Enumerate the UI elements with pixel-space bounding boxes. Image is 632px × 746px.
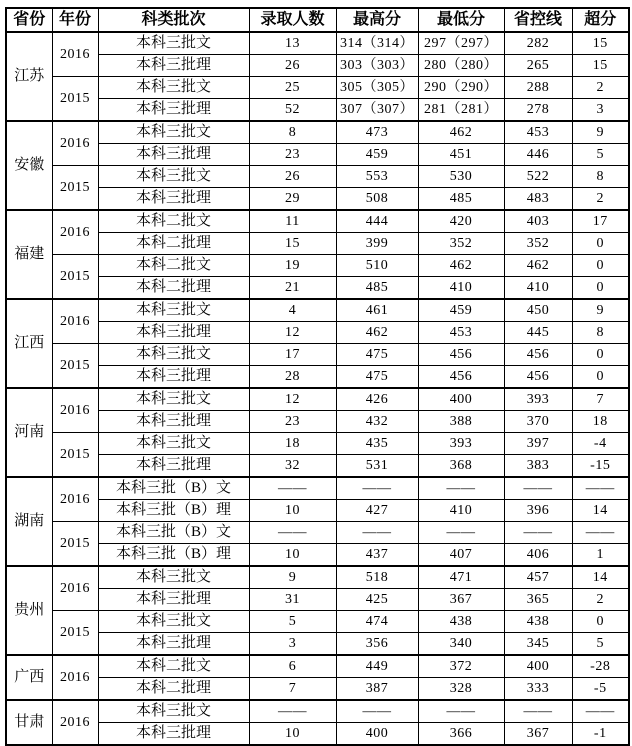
batch-cell: 本科三批文 bbox=[98, 611, 249, 633]
batch-cell: 本科二批文 bbox=[98, 655, 249, 678]
header-row bbox=[6, 8, 629, 32]
max-score-cell: 427 bbox=[336, 500, 418, 522]
admitted-count-cell: 10 bbox=[249, 500, 336, 522]
batch-cell: 本科二批理 bbox=[98, 678, 249, 701]
province-cell: 湖南 bbox=[6, 477, 52, 566]
year-cell: 2016 bbox=[52, 388, 98, 433]
excess-score-cell: 1 bbox=[572, 544, 629, 567]
admitted-count-cell: 17 bbox=[249, 344, 336, 366]
batch-cell: 本科三批理 bbox=[98, 188, 249, 211]
table-row bbox=[6, 32, 629, 55]
batch-cell: 本科三批文 bbox=[98, 32, 249, 55]
table-row bbox=[6, 633, 629, 656]
control-line-cell: 456 bbox=[504, 344, 572, 366]
max-score-cell: 475 bbox=[336, 344, 418, 366]
admitted-count-cell: —— bbox=[249, 477, 336, 500]
table-row bbox=[6, 700, 629, 723]
column-header-7: 超分 bbox=[572, 8, 629, 32]
year-cell: 2015 bbox=[52, 166, 98, 211]
table-row bbox=[6, 55, 629, 77]
admitted-count-cell: 11 bbox=[249, 210, 336, 233]
table-row bbox=[6, 522, 629, 544]
max-score-cell: 461 bbox=[336, 299, 418, 322]
admitted-count-cell: 12 bbox=[249, 322, 336, 344]
control-line-cell: 400 bbox=[504, 655, 572, 678]
province-cell: 福建 bbox=[6, 210, 52, 299]
admitted-count-cell: 10 bbox=[249, 723, 336, 746]
control-line-cell: 352 bbox=[504, 233, 572, 255]
province-cell: 河南 bbox=[6, 388, 52, 477]
excess-score-cell: 5 bbox=[572, 633, 629, 656]
control-line-cell: 288 bbox=[504, 77, 572, 99]
batch-cell: 本科三批（B）理 bbox=[98, 500, 249, 522]
admitted-count-cell: 29 bbox=[249, 188, 336, 211]
max-score-cell: 473 bbox=[336, 121, 418, 144]
control-line-cell: —— bbox=[504, 477, 572, 500]
batch-cell: 本科三批（B）文 bbox=[98, 477, 249, 500]
control-line-cell: 446 bbox=[504, 144, 572, 166]
max-score-cell: 435 bbox=[336, 433, 418, 455]
table-row bbox=[6, 277, 629, 300]
min-score-cell: 485 bbox=[418, 188, 504, 211]
excess-score-cell: 0 bbox=[572, 233, 629, 255]
table-row bbox=[6, 477, 629, 500]
table-row bbox=[6, 166, 629, 188]
max-score-cell: 426 bbox=[336, 388, 418, 411]
excess-score-cell: -1 bbox=[572, 723, 629, 746]
admitted-count-cell: 21 bbox=[249, 277, 336, 300]
province-cell: 安徽 bbox=[6, 121, 52, 210]
max-score-cell: 508 bbox=[336, 188, 418, 211]
admitted-count-cell: —— bbox=[249, 700, 336, 723]
max-score-cell: 314（314） bbox=[336, 32, 418, 55]
year-cell: 2016 bbox=[52, 299, 98, 344]
min-score-cell: 530 bbox=[418, 166, 504, 188]
min-score-cell: 372 bbox=[418, 655, 504, 678]
min-score-cell: 462 bbox=[418, 121, 504, 144]
min-score-cell: 328 bbox=[418, 678, 504, 701]
excess-score-cell: —— bbox=[572, 522, 629, 544]
table-row bbox=[6, 99, 629, 122]
max-score-cell: 462 bbox=[336, 322, 418, 344]
batch-cell: 本科三批文 bbox=[98, 388, 249, 411]
control-line-cell: —— bbox=[504, 700, 572, 723]
batch-cell: 本科三批理 bbox=[98, 589, 249, 611]
max-score-cell: 449 bbox=[336, 655, 418, 678]
year-cell: 2016 bbox=[52, 32, 98, 77]
control-line-cell: 453 bbox=[504, 121, 572, 144]
excess-score-cell: 0 bbox=[572, 366, 629, 389]
admitted-count-cell: 31 bbox=[249, 589, 336, 611]
admitted-count-cell: 15 bbox=[249, 233, 336, 255]
excess-score-cell: 2 bbox=[572, 188, 629, 211]
min-score-cell: 281（281） bbox=[418, 99, 504, 122]
min-score-cell: —— bbox=[418, 700, 504, 723]
max-score-cell: 399 bbox=[336, 233, 418, 255]
excess-score-cell: -4 bbox=[572, 433, 629, 455]
admitted-count-cell: 26 bbox=[249, 166, 336, 188]
province-cell: 江苏 bbox=[6, 32, 52, 121]
excess-score-cell: -15 bbox=[572, 455, 629, 478]
table-row bbox=[6, 255, 629, 277]
min-score-cell: 451 bbox=[418, 144, 504, 166]
min-score-cell: 407 bbox=[418, 544, 504, 567]
max-score-cell: 432 bbox=[336, 411, 418, 433]
excess-score-cell: -5 bbox=[572, 678, 629, 701]
excess-score-cell: 9 bbox=[572, 121, 629, 144]
max-score-cell: 444 bbox=[336, 210, 418, 233]
max-score-cell: 425 bbox=[336, 589, 418, 611]
excess-score-cell: 8 bbox=[572, 166, 629, 188]
excess-score-cell: 0 bbox=[572, 255, 629, 277]
excess-score-cell: 2 bbox=[572, 589, 629, 611]
control-line-cell: 445 bbox=[504, 322, 572, 344]
excess-score-cell: 0 bbox=[572, 344, 629, 366]
min-score-cell: 410 bbox=[418, 277, 504, 300]
control-line-cell: 282 bbox=[504, 32, 572, 55]
min-score-cell: 290（290） bbox=[418, 77, 504, 99]
table-row bbox=[6, 121, 629, 144]
min-score-cell: 400 bbox=[418, 388, 504, 411]
max-score-cell: 356 bbox=[336, 633, 418, 656]
year-cell: 2015 bbox=[52, 611, 98, 656]
control-line-cell: 522 bbox=[504, 166, 572, 188]
max-score-cell: 475 bbox=[336, 366, 418, 389]
province-cell: 甘肃 bbox=[6, 700, 52, 745]
min-score-cell: 367 bbox=[418, 589, 504, 611]
excess-score-cell: 17 bbox=[572, 210, 629, 233]
excess-score-cell: 9 bbox=[572, 299, 629, 322]
table-row bbox=[6, 233, 629, 255]
min-score-cell: 393 bbox=[418, 433, 504, 455]
batch-cell: 本科三批文 bbox=[98, 344, 249, 366]
table-row bbox=[6, 144, 629, 166]
table-row bbox=[6, 723, 629, 746]
admitted-count-cell: 7 bbox=[249, 678, 336, 701]
control-line-cell: 457 bbox=[504, 566, 572, 589]
column-header-4: 最高分 bbox=[336, 8, 418, 32]
batch-cell: 本科三批文 bbox=[98, 299, 249, 322]
control-line-cell: 396 bbox=[504, 500, 572, 522]
control-line-cell: 265 bbox=[504, 55, 572, 77]
control-line-cell: 403 bbox=[504, 210, 572, 233]
batch-cell: 本科三批理 bbox=[98, 144, 249, 166]
province-cell: 广西 bbox=[6, 655, 52, 700]
min-score-cell: 456 bbox=[418, 344, 504, 366]
batch-cell: 本科二批理 bbox=[98, 277, 249, 300]
max-score-cell: 307（307） bbox=[336, 99, 418, 122]
batch-cell: 本科三批文 bbox=[98, 566, 249, 589]
column-header-1: 年份 bbox=[52, 8, 98, 32]
year-cell: 2016 bbox=[52, 655, 98, 700]
excess-score-cell: 3 bbox=[572, 99, 629, 122]
batch-cell: 本科三批（B）理 bbox=[98, 544, 249, 567]
column-header-5: 最低分 bbox=[418, 8, 504, 32]
admitted-count-cell: 6 bbox=[249, 655, 336, 678]
year-cell: 2015 bbox=[52, 255, 98, 300]
excess-score-cell: —— bbox=[572, 477, 629, 500]
excess-score-cell: 2 bbox=[572, 77, 629, 99]
admitted-count-cell: 5 bbox=[249, 611, 336, 633]
batch-cell: 本科三批理 bbox=[98, 55, 249, 77]
min-score-cell: 368 bbox=[418, 455, 504, 478]
excess-score-cell: 14 bbox=[572, 566, 629, 589]
min-score-cell: 340 bbox=[418, 633, 504, 656]
year-cell: 2015 bbox=[52, 433, 98, 478]
batch-cell: 本科三批理 bbox=[98, 723, 249, 746]
excess-score-cell: 0 bbox=[572, 277, 629, 300]
batch-cell: 本科三批理 bbox=[98, 366, 249, 389]
admission-scores-table-container bbox=[5, 7, 630, 746]
table-row bbox=[6, 566, 629, 589]
table-row bbox=[6, 322, 629, 344]
table-row bbox=[6, 344, 629, 366]
table-row bbox=[6, 611, 629, 633]
table-row bbox=[6, 433, 629, 455]
control-line-cell: 397 bbox=[504, 433, 572, 455]
batch-cell: 本科二批文 bbox=[98, 255, 249, 277]
max-score-cell: 510 bbox=[336, 255, 418, 277]
admitted-count-cell: 3 bbox=[249, 633, 336, 656]
excess-score-cell: 15 bbox=[572, 55, 629, 77]
table-row bbox=[6, 77, 629, 99]
batch-cell: 本科三批文 bbox=[98, 166, 249, 188]
admitted-count-cell: 4 bbox=[249, 299, 336, 322]
max-score-cell: 553 bbox=[336, 166, 418, 188]
column-header-0: 省份 bbox=[6, 8, 52, 32]
control-line-cell: 365 bbox=[504, 589, 572, 611]
admitted-count-cell: 10 bbox=[249, 544, 336, 567]
max-score-cell: 531 bbox=[336, 455, 418, 478]
year-cell: 2015 bbox=[52, 344, 98, 389]
max-score-cell: 459 bbox=[336, 144, 418, 166]
control-line-cell: 438 bbox=[504, 611, 572, 633]
min-score-cell: —— bbox=[418, 477, 504, 500]
min-score-cell: 352 bbox=[418, 233, 504, 255]
excess-score-cell: 0 bbox=[572, 611, 629, 633]
excess-score-cell: 18 bbox=[572, 411, 629, 433]
min-score-cell: 280（280） bbox=[418, 55, 504, 77]
batch-cell: 本科二批理 bbox=[98, 233, 249, 255]
control-line-cell: 383 bbox=[504, 455, 572, 478]
table-body bbox=[6, 32, 629, 745]
max-score-cell: 485 bbox=[336, 277, 418, 300]
table-row bbox=[6, 589, 629, 611]
excess-score-cell: 7 bbox=[572, 388, 629, 411]
admitted-count-cell: 26 bbox=[249, 55, 336, 77]
control-line-cell: 483 bbox=[504, 188, 572, 211]
excess-score-cell: 5 bbox=[572, 144, 629, 166]
year-cell: 2016 bbox=[52, 121, 98, 166]
max-score-cell: 387 bbox=[336, 678, 418, 701]
control-line-cell: 345 bbox=[504, 633, 572, 656]
control-line-cell: 462 bbox=[504, 255, 572, 277]
batch-cell: 本科三批文 bbox=[98, 121, 249, 144]
province-cell: 江西 bbox=[6, 299, 52, 388]
min-score-cell: 456 bbox=[418, 366, 504, 389]
control-line-cell: 393 bbox=[504, 388, 572, 411]
table-row bbox=[6, 455, 629, 478]
admission-scores-table bbox=[5, 7, 630, 746]
max-score-cell: 474 bbox=[336, 611, 418, 633]
admitted-count-cell: 23 bbox=[249, 411, 336, 433]
min-score-cell: —— bbox=[418, 522, 504, 544]
max-score-cell: —— bbox=[336, 477, 418, 500]
column-header-3: 录取人数 bbox=[249, 8, 336, 32]
min-score-cell: 438 bbox=[418, 611, 504, 633]
table-row bbox=[6, 544, 629, 567]
admitted-count-cell: 13 bbox=[249, 32, 336, 55]
batch-cell: 本科三批理 bbox=[98, 411, 249, 433]
control-line-cell: 456 bbox=[504, 366, 572, 389]
batch-cell: 本科三批（B）文 bbox=[98, 522, 249, 544]
control-line-cell: 367 bbox=[504, 723, 572, 746]
max-score-cell: —— bbox=[336, 700, 418, 723]
excess-score-cell: —— bbox=[572, 700, 629, 723]
admitted-count-cell: 28 bbox=[249, 366, 336, 389]
table-row bbox=[6, 366, 629, 389]
admitted-count-cell: 23 bbox=[249, 144, 336, 166]
province-cell: 贵州 bbox=[6, 566, 52, 655]
min-score-cell: 388 bbox=[418, 411, 504, 433]
max-score-cell: 303（303） bbox=[336, 55, 418, 77]
table-row bbox=[6, 188, 629, 211]
control-line-cell: 406 bbox=[504, 544, 572, 567]
table-row bbox=[6, 388, 629, 411]
excess-score-cell: -28 bbox=[572, 655, 629, 678]
admitted-count-cell: 9 bbox=[249, 566, 336, 589]
min-score-cell: 459 bbox=[418, 299, 504, 322]
control-line-cell: 450 bbox=[504, 299, 572, 322]
year-cell: 2016 bbox=[52, 700, 98, 745]
control-line-cell: 410 bbox=[504, 277, 572, 300]
table-row bbox=[6, 411, 629, 433]
excess-score-cell: 14 bbox=[572, 500, 629, 522]
admitted-count-cell: —— bbox=[249, 522, 336, 544]
admitted-count-cell: 52 bbox=[249, 99, 336, 122]
year-cell: 2016 bbox=[52, 210, 98, 255]
min-score-cell: 410 bbox=[418, 500, 504, 522]
excess-score-cell: 15 bbox=[572, 32, 629, 55]
batch-cell: 本科三批文 bbox=[98, 700, 249, 723]
year-cell: 2015 bbox=[52, 522, 98, 567]
excess-score-cell: 8 bbox=[572, 322, 629, 344]
min-score-cell: 471 bbox=[418, 566, 504, 589]
min-score-cell: 297（297） bbox=[418, 32, 504, 55]
admitted-count-cell: 12 bbox=[249, 388, 336, 411]
control-line-cell: —— bbox=[504, 522, 572, 544]
year-cell: 2015 bbox=[52, 77, 98, 122]
admitted-count-cell: 18 bbox=[249, 433, 336, 455]
min-score-cell: 462 bbox=[418, 255, 504, 277]
batch-cell: 本科三批理 bbox=[98, 99, 249, 122]
table-row bbox=[6, 299, 629, 322]
min-score-cell: 453 bbox=[418, 322, 504, 344]
control-line-cell: 370 bbox=[504, 411, 572, 433]
table-row bbox=[6, 500, 629, 522]
table-row bbox=[6, 210, 629, 233]
table-row bbox=[6, 655, 629, 678]
table-row bbox=[6, 678, 629, 701]
max-score-cell: 400 bbox=[336, 723, 418, 746]
admitted-count-cell: 19 bbox=[249, 255, 336, 277]
year-cell: 2016 bbox=[52, 566, 98, 611]
batch-cell: 本科三批理 bbox=[98, 455, 249, 478]
admitted-count-cell: 25 bbox=[249, 77, 336, 99]
year-cell: 2016 bbox=[52, 477, 98, 522]
batch-cell: 本科三批文 bbox=[98, 77, 249, 99]
max-score-cell: —— bbox=[336, 522, 418, 544]
max-score-cell: 518 bbox=[336, 566, 418, 589]
min-score-cell: 366 bbox=[418, 723, 504, 746]
admitted-count-cell: 32 bbox=[249, 455, 336, 478]
column-header-2: 科类批次 bbox=[98, 8, 249, 32]
admitted-count-cell: 8 bbox=[249, 121, 336, 144]
batch-cell: 本科三批理 bbox=[98, 322, 249, 344]
min-score-cell: 420 bbox=[418, 210, 504, 233]
batch-cell: 本科三批理 bbox=[98, 633, 249, 656]
batch-cell: 本科二批文 bbox=[98, 210, 249, 233]
batch-cell: 本科三批文 bbox=[98, 433, 249, 455]
max-score-cell: 305（305） bbox=[336, 77, 418, 99]
control-line-cell: 333 bbox=[504, 678, 572, 701]
max-score-cell: 437 bbox=[336, 544, 418, 567]
column-header-6: 省控线 bbox=[504, 8, 572, 32]
control-line-cell: 278 bbox=[504, 99, 572, 122]
